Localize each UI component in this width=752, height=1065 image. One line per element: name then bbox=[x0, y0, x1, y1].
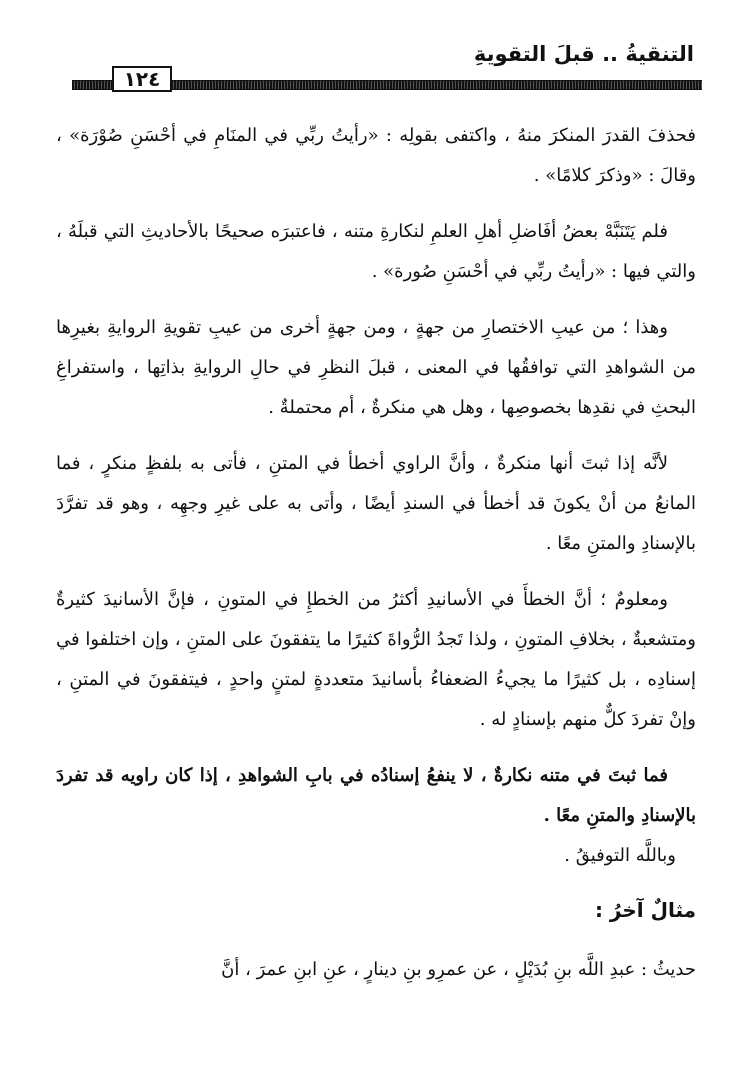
page-number-box: ١٢٤ bbox=[112, 66, 173, 92]
paragraph-4: لأنَّه إذا ثبتَ أنها منكرةٌ ، وأنَّ الراوي أخطأ في المتنِ ، فأتى به بلفظٍ منكرٍ ، فما المانعُ من أنْ يكونَ قد أخطأ في السندِ أيضًا ، وأتى به على غيرِ وجهِه ، وهو قد تفرَّدَ بالإسنادِ والمتنِ معًا . bbox=[56, 453, 696, 554]
hadith-intro-line: حديثُ : عبدِ اللَّه بنِ بُدَيْلٍ ، عن عمرِو بنِ دينارٍ ، عنِ ابنِ عمرَ ، أنَّ bbox=[221, 959, 696, 980]
paragraph-1: فحذفَ القدرَ المنكرَ منهُ ، واكتفى بقولِه : «رأيتُ ربِّي في المنَامِ في أحْسَنِ صُوْرَة» ، وقالَ : «وذكرَ كلامًا» . bbox=[56, 125, 696, 186]
conclusion-paragraph: فما ثبتَ في متنه نكارةٌ ، لا ينفعُ إسنادُه في بابِ الشواهدِ ، إذا كان راويه قد تفردَ بالإسنادِ والمتنِ معًا . bbox=[56, 765, 696, 826]
paragraph-2: فلم يَتَنَبَّهْ بعضُ أفَاضلِ أهلِ العلمِ لنكارةِ متنه ، فاعتبرَه صحيحًا بالأحاديثِ التي قبلَهُ ، والتي فيها : «رأيتُ ربِّي في أحْسَنِ صُورة» . bbox=[56, 221, 696, 282]
page-number bbox=[52, 66, 232, 92]
paragraph-3: وهذا ؛ من عيبِ الاختصارِ من جهةٍ ، ومن جهةٍ أخرى من عيبِ تقويةِ الروايةِ بغيرِها من الشواهدِ التي توافقُها في المعنى ، قبلَ النظرِ في حالِ الروايةِ بذاتِها ، واستفراغِ البحثِ في نقدِها بخصوصِها ، وهل هي منكرةٌ ، أم محتملةٌ . bbox=[56, 317, 696, 418]
header-rule-right bbox=[168, 80, 702, 90]
page-body bbox=[56, 116, 696, 1006]
section-heading: مثالٌ آخرُ : bbox=[594, 898, 696, 922]
book-title: التنقيةُ .. قبلَ التقويةِ bbox=[473, 42, 694, 66]
closing-line: وباللَّه التوفيقُ . bbox=[564, 845, 676, 866]
paragraph-5: ومعلومٌ ؛ أنَّ الخطأَ في الأسانيدِ أكثرُ من الخطإِ في المتونِ ، فإنَّ الأسانيدَ كثيرةٌ ومتشعبةٌ ، بخلافِ المتونِ ، ولذا تَجدُ الرُّواةَ كثيرًا ما يتفقونَ على المتنِ ، وإن اختلفوا في إسنادِه ، بل كثيرًا ما يجيءُ الضعفاءُ بأسانيدَ متعددةٍ لمتنٍ واحدٍ ، فيتفقونَ في المتنِ ، وإنْ تفردَ كلٌّ منهم بإسنادٍ له . bbox=[56, 589, 696, 730]
page-header bbox=[52, 40, 702, 100]
